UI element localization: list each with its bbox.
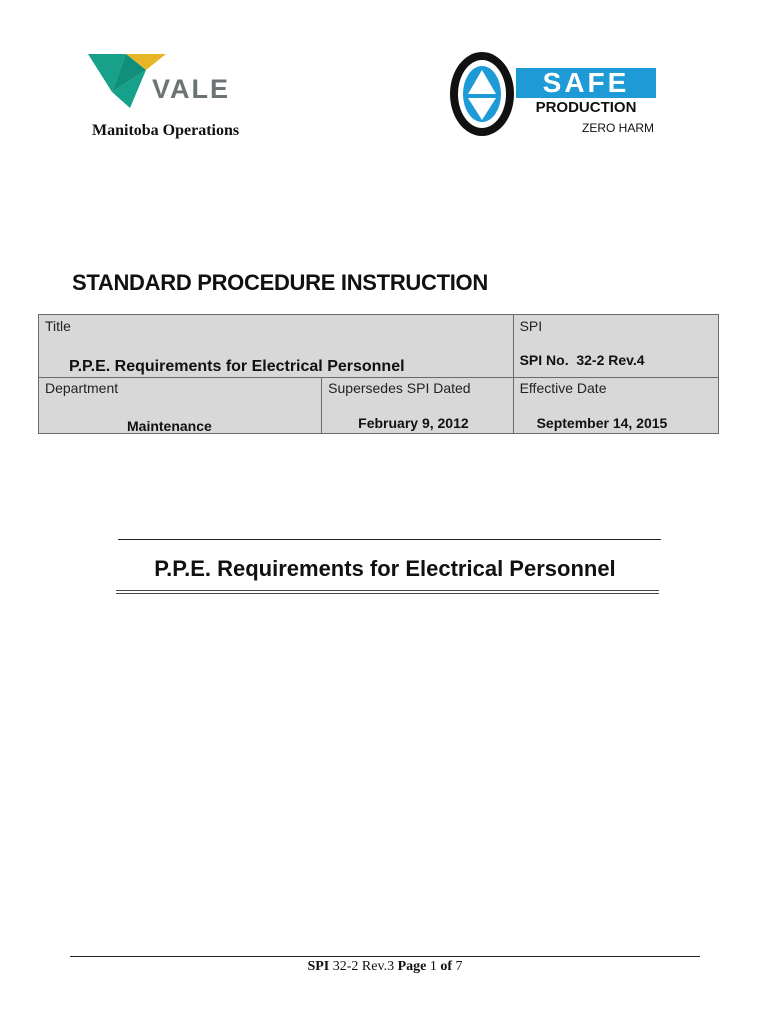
footer-doc-id: 32-2 Rev.3 (329, 959, 398, 974)
footer-page-number: 1 (426, 959, 441, 974)
spi-value: SPI No. 32-2 Rev.4 (519, 352, 645, 368)
page-footer (0, 959, 770, 975)
department-value: Maintenance (127, 418, 212, 434)
title-rule-bottom (116, 590, 659, 591)
department-label: Department (45, 380, 119, 396)
spi-label: SPI (519, 318, 543, 334)
title-rule-bottom-double (116, 593, 659, 594)
safe-production-logo (446, 50, 662, 138)
title-label: Title (45, 318, 71, 334)
footer-of-word: of (440, 959, 453, 974)
department-cell (39, 378, 322, 434)
supersedes-label: Supersedes SPI Dated (328, 380, 471, 396)
effective-date-cell (513, 378, 718, 434)
effective-label: Effective Date (519, 380, 607, 396)
title-value: P.P.E. Requirements for Electrical Personnel (69, 358, 405, 375)
spi-cell (513, 315, 718, 378)
footer-rule (70, 956, 700, 957)
production-word: PRODUCTION (535, 99, 637, 116)
operations-label: Manitoba Operations (92, 122, 240, 139)
footer-page-total: 7 (452, 959, 463, 974)
title-rule-top (118, 539, 661, 540)
zero-harm-word: ZERO HARM (582, 121, 654, 135)
footer-spi: SPI (307, 959, 330, 974)
title-cell (39, 315, 514, 378)
document-heading: STANDARD PROCEDURE INSTRUCTION (72, 270, 488, 295)
spi-header-table (38, 314, 719, 434)
supersedes-cell (322, 378, 513, 434)
effective-value: September 14, 2015 (536, 415, 668, 431)
vale-wordmark: VALE (152, 74, 231, 104)
main-title: P.P.E. Requirements for Electrical Personnel (154, 556, 616, 581)
footer-page-word: Page (397, 959, 427, 974)
supersedes-value: February 9, 2012 (358, 415, 469, 431)
safe-word: SAFE (542, 67, 630, 98)
